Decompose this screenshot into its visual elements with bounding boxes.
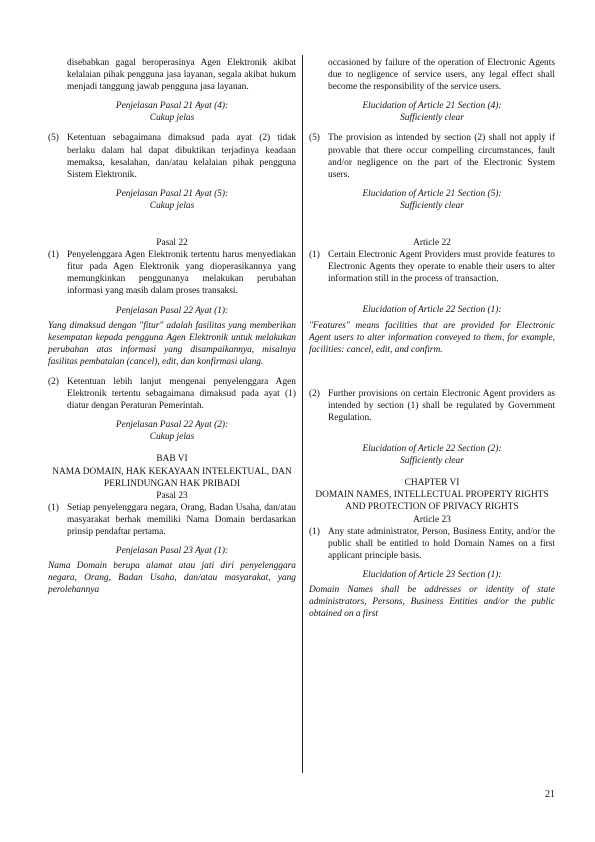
elucidation-21-4 <box>48 100 296 124</box>
elucidation-title: Elucidation of Article 21 Section (5): <box>362 188 502 199</box>
section-number: (5) <box>48 133 59 144</box>
elucidation-title: Elucidation of Article 21 Section (4): <box>362 101 502 112</box>
section-text: Further provisions on certain Electronic Agent providers as intended by section (1) shall be regulated by Government Regulation. <box>328 388 555 423</box>
elucidation-text: Cukup jelas <box>149 432 195 443</box>
elucidation-title: Elucidation of Article 22 Section (2): <box>362 444 502 455</box>
chapter-title: DOMAIN NAMES, INTELLECTUAL PROPERTY RIGHTS AND PROTECTION OF PRIVACY RIGHTS <box>315 490 549 513</box>
chapter-title: NAMA DOMAIN, HAK KEKAYAAN INTELEKTUAL, DAN PERLINDUNGAN HAK PRIBADI <box>52 466 292 489</box>
pasal22-ayat1 <box>48 249 296 297</box>
section-text: Any state administrator, Person, Business Entity, and/or the public shall be entitled to hold Domain Names on a first applicant principle basis. <box>328 526 555 561</box>
article22-section2 <box>309 388 555 424</box>
elucidation-22-1-title: Penjelasan Pasal 22 Ayat (1): <box>115 305 229 316</box>
elucidation-22-2 <box>309 443 555 467</box>
pasal23-heading: Pasal 23 <box>156 490 188 501</box>
elucidation-21-5 <box>309 188 555 212</box>
pasal22-heading: Pasal 22 <box>156 238 188 249</box>
elucidation-text: Cukup jelas <box>149 200 195 211</box>
section-number: (5) <box>309 133 320 144</box>
article22-heading: Article 22 <box>413 238 451 249</box>
elucidation-22-2 <box>48 419 296 443</box>
section-text: Ketentuan lebih lanjut mengenai penyelenggara Agen Elektronik tertentu sebagaimana dimaksud pada ayat (1) diatur dengan Peraturan Pemerintah. <box>67 376 296 412</box>
pasal21-ayat4-continuation: disebabkan gagal beroperasinya Agen Elektronik akibat kelalaian pihak pengguna jasa layanan, segala akibat hukum menjadi tanggung jawab pengguna jasa layanan. <box>67 58 296 93</box>
section-number: (1) <box>48 502 59 513</box>
elucidation-title: Penjelasan Pasal 21 Ayat (4): <box>115 101 229 112</box>
section-text: The provision as intended by section (2) shall not apply if provable that there occur compelling circumstances, fault and/or negligence on the part of the Electronic System users. <box>328 133 555 180</box>
section-text: Ketentuan sebagaimana dimaksud pada ayat (2) tidak berlaku dalam hal dapat dibuktikan terjadinya keadaan memaksa, kesalahan, dan/atau kelalaian pihak pengguna Sistem Elektronik. <box>67 133 296 180</box>
column-divider <box>302 55 303 773</box>
pasal23-ayat1 <box>48 502 296 538</box>
page-number: 21 <box>545 789 555 800</box>
section-number: (2) <box>48 376 59 387</box>
article22-section1 <box>309 249 555 285</box>
pasal22-ayat2 <box>48 376 296 412</box>
elucidation-text: Sufficiently clear <box>400 200 464 211</box>
section-number: (2) <box>309 388 320 399</box>
elucidation-22-1-text: Yang dimaksud dengan "fitur" adalah fasilitas yang memberikan kesempatan kepada pengguna Agen Elektronik untuk melakukan perubahan atas informasi yang disampaikannya, misalnya fasilitas pembatalan (cancel), edit, dan konfirmasi ulang. <box>48 320 296 367</box>
pasal21-ayat5 <box>48 132 296 180</box>
elucidation-21-4 <box>309 100 555 124</box>
section-number: (1) <box>309 526 320 537</box>
indonesian-column <box>48 57 296 596</box>
elucidation-23-1-text: Nama Domain berupa alamat atau jati diri penyelenggara negara, Orang, Badan Usaha, dan/atau masyarakat, yang perolehannya <box>48 561 296 596</box>
elucidation-23-1-text: Domain Names shall be addresses or identity of state administrators, Persons, Business Entities and/or the public obtained on a first <box>309 585 555 620</box>
elucidation-22-1-text: "Features" means facilities that are provided for Electronic Agent users to alter information conveyed to them, for example, facilities: cancel, edit, and confirm. <box>309 320 555 355</box>
section-text: Penyelenggara Agen Elektronik tertentu harus menyediakan fitur pada Agen Elektronik yang dioperasikannya yang memungkinkan penggunanya melakukan perubahan informasi yang masih dalam proses transaksi. <box>67 250 296 297</box>
english-column <box>309 57 555 620</box>
elucidation-text: Cukup jelas <box>149 113 195 124</box>
elucidation-title: Penjelasan Pasal 21 Ayat (5): <box>115 188 229 199</box>
section-text: Setiap penyelenggara negara, Orang, Badan Usaha, dan/atau masyarakat berhak memiliki Nama Domain berdasarkan prinsip pendaftar pertama. <box>67 502 296 537</box>
section-text: Certain Electronic Agent Providers must provide features to Electronic Agents they operate to enable their users to alter information still in the process of transaction. <box>328 250 555 285</box>
article21-section4-continuation: occasioned by failure of the operation of Electronic Agents due to negligence of service users, any legal effect shall become the responsibility of the service users. <box>328 58 555 93</box>
article23-section1 <box>309 526 555 562</box>
article23-heading: Article 23 <box>413 514 451 525</box>
chapter-number: BAB VI <box>156 454 188 465</box>
section-number: (1) <box>48 250 59 261</box>
section-number: (1) <box>309 250 320 261</box>
article21-section5 <box>309 132 555 180</box>
elucidation-title: Penjelasan Pasal 22 Ayat (2): <box>115 420 229 431</box>
chapter-number: CHAPTER VI <box>404 478 460 489</box>
elucidation-23-1-title: Penjelasan Pasal 23 Ayat (1): <box>115 546 229 557</box>
elucidation-22-1-title: Elucidation of Article 22 Section (1): <box>362 305 502 316</box>
elucidation-21-5 <box>48 188 296 212</box>
elucidation-text: Sufficiently clear <box>400 113 464 124</box>
elucidation-text: Sufficiently clear <box>400 456 464 467</box>
elucidation-23-1-title: Elucidation of Article 23 Section (1): <box>362 569 502 580</box>
